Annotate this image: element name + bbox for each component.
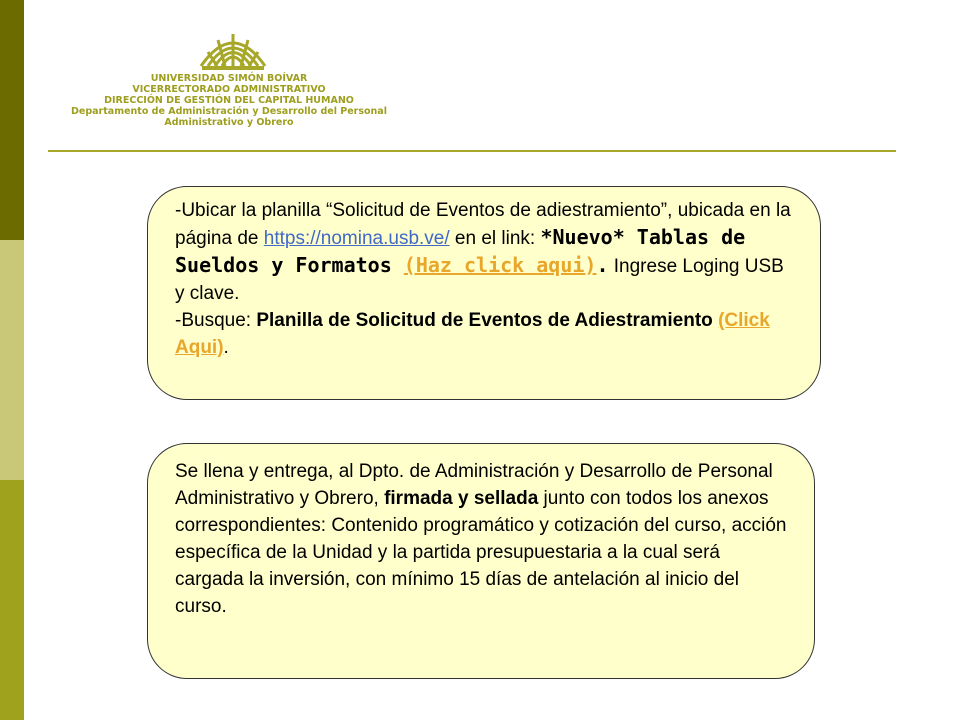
box1-text-busque: -Busque:: [175, 310, 257, 331]
box1-bold-planilla: Planilla de Solicitud de Eventos de Adiestramiento: [256, 310, 719, 331]
nomina-url-link[interactable]: https://nomina.usb.ve/: [263, 228, 450, 249]
university-dome-logo: [198, 26, 268, 72]
box2-text-part2: junto con todos los anexos correspondientes: Contenido programático y cotización del curso, acción específica de la Unidad y la partida presupuestaria a la cual será cargada la inversión, con mínimo 15 días de antelación al inicio del curso.: [175, 488, 787, 617]
haz-click-aqui-link[interactable]: (Haz click aqui): [403, 253, 597, 277]
decorative-stripe-bottom: [0, 480, 24, 720]
header-line-administrativo: Administrativo y Obrero: [164, 117, 294, 128]
decorative-stripe-middle: [0, 240, 24, 480]
box2-bold-firmada: firmada y sellada: [384, 488, 539, 509]
box1-end-dot: .: [223, 337, 229, 358]
box1-dot: .: [596, 253, 609, 277]
header-line-vicerrectorado: VICERRECTORADO ADMINISTRATIVO: [132, 84, 326, 95]
header-line-university: UNIVERSIDAD SIMÓN BOÍVAR: [150, 73, 308, 84]
box1-text-en-el-link: en el link:: [449, 228, 541, 249]
instructions-box-locate-form: [147, 186, 821, 400]
box1-text-login: Ingrese Loging USB y clave.: [175, 256, 784, 304]
header-line-direccion: DIRECCIÓN DE GESTIÓN DEL CAPITAL HUMANO: [104, 95, 354, 106]
header-line-departamento: Departamento de Administración y Desarrollo del Personal: [71, 106, 387, 117]
box1-text-intro: -Ubicar la planilla “Solicitud de Eventos de adiestramiento”, ubicada en la página de: [175, 200, 791, 249]
click-aqui-link[interactable]: (Click Aqui): [175, 310, 770, 358]
box1-bold-tablas: *Nuevo* Tablas de Sueldos y Formatos: [175, 225, 746, 277]
box2-text-part1: Se llena y entrega, al Dpto. de Administración y Desarrollo de Personal Administrativo y Obrero,: [175, 461, 773, 509]
instructions-box-submit-form: [147, 443, 815, 679]
institution-header: [40, 73, 418, 128]
header-divider: [48, 150, 896, 152]
decorative-stripe-top: [0, 0, 24, 240]
